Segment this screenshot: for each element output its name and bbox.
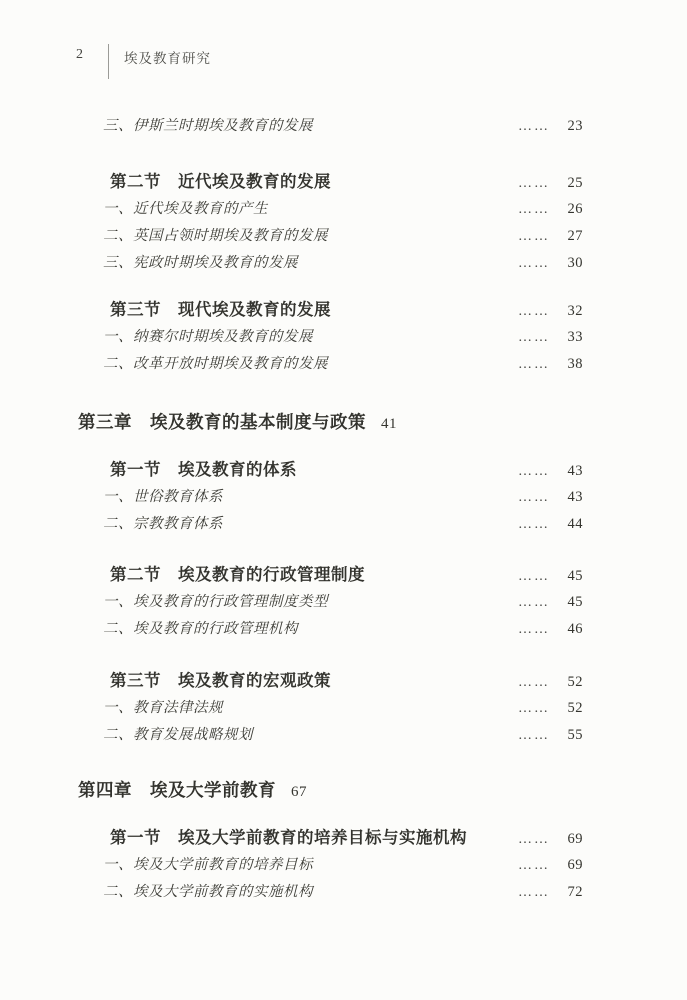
toc-group xyxy=(0,667,687,749)
toc-entry-label: 一、埃及大学前教育的培养目标 xyxy=(103,857,313,873)
toc-entry-label: 第三节 埃及教育的宏观政策 xyxy=(110,672,331,690)
toc-page-number: 26 xyxy=(567,201,583,217)
toc-entry xyxy=(0,589,687,616)
toc-page-number: 25 xyxy=(567,175,583,191)
toc-group xyxy=(0,561,687,643)
leader-dots: …… xyxy=(518,119,550,134)
toc-entry-label: 第三节 现代埃及教育的发展 xyxy=(110,301,331,319)
toc-page-number: 52 xyxy=(567,674,583,690)
toc-entry xyxy=(0,406,687,438)
toc-entry xyxy=(0,824,687,852)
leader-dots: …… xyxy=(518,330,550,345)
toc-entry xyxy=(0,695,687,722)
toc-page-number: 23 xyxy=(567,118,583,134)
toc-entry-label: 一、教育法律法规 xyxy=(103,700,223,716)
toc-page-number: 69 xyxy=(567,857,583,873)
toc-entry-label: 二、教育发展战略规划 xyxy=(103,727,253,743)
toc-entry xyxy=(0,774,687,806)
leader-dots: …… xyxy=(518,885,550,900)
toc-entry xyxy=(0,852,687,879)
toc-group xyxy=(0,168,687,277)
toc-entry xyxy=(0,324,687,351)
toc-entry-label: 一、纳赛尔时期埃及教育的发展 xyxy=(103,329,313,345)
toc-entry-label: 一、埃及教育的行政管理制度类型 xyxy=(103,594,328,610)
toc-page-number: 45 xyxy=(567,594,583,610)
toc-entry-label: 三、宪政时期埃及教育的发展 xyxy=(103,255,298,271)
toc-page-number: 69 xyxy=(567,831,583,847)
toc-entry-label: 第三章 埃及教育的基本制度与政策 xyxy=(78,412,366,432)
toc-page-number: 27 xyxy=(567,228,583,244)
toc-entry-label: 二、改革开放时期埃及教育的发展 xyxy=(103,356,328,372)
leader-dots: …… xyxy=(518,517,550,532)
leader-dots: …… xyxy=(518,229,550,244)
toc-page-number: 43 xyxy=(567,489,583,505)
toc-page-number: 46 xyxy=(567,621,583,637)
toc-entry xyxy=(0,484,687,511)
toc-entry xyxy=(0,113,687,140)
page-header xyxy=(0,44,687,82)
toc-group xyxy=(0,406,687,438)
toc-entry xyxy=(0,351,687,378)
leader-dots: …… xyxy=(518,357,550,372)
leader-dots: …… xyxy=(518,701,550,716)
toc-entry-label: 三、伊斯兰时期埃及教育的发展 xyxy=(103,118,313,134)
leader-dots: …… xyxy=(518,728,550,743)
toc-page-number: 41 xyxy=(381,416,397,432)
toc-list xyxy=(0,113,687,906)
leader-dots: …… xyxy=(518,858,550,873)
leader-dots: …… xyxy=(518,304,550,319)
toc-entry xyxy=(0,879,687,906)
toc-entry-label: 第一节 埃及大学前教育的培养目标与实施机构 xyxy=(110,829,467,847)
toc-entry xyxy=(0,667,687,695)
leader-dots: …… xyxy=(518,675,550,690)
toc-entry-label: 二、埃及教育的行政管理机构 xyxy=(103,621,298,637)
toc-page-number: 52 xyxy=(567,700,583,716)
toc-page-number: 32 xyxy=(567,303,583,319)
leader-dots: …… xyxy=(518,176,550,191)
header-book-title: 埃及教育研究 xyxy=(124,51,211,66)
toc-entry-label: 第四章 埃及大学前教育 xyxy=(78,780,276,800)
toc-entry-label: 第一节 埃及教育的体系 xyxy=(110,461,297,479)
toc-entry xyxy=(0,296,687,324)
toc-entry xyxy=(0,250,687,277)
toc-page-number: 67 xyxy=(291,784,307,800)
toc-group xyxy=(0,774,687,806)
toc-page-number: 38 xyxy=(567,356,583,372)
toc-entry xyxy=(0,196,687,223)
toc-page-number: 72 xyxy=(567,884,583,900)
toc-entry-label: 二、英国占领时期埃及教育的发展 xyxy=(103,228,328,244)
toc-page-number: 30 xyxy=(567,255,583,271)
toc-entry xyxy=(0,456,687,484)
toc-group xyxy=(0,113,687,140)
toc-group xyxy=(0,296,687,378)
toc-page-number: 55 xyxy=(567,727,583,743)
toc-entry xyxy=(0,722,687,749)
toc-entry xyxy=(0,511,687,538)
header-divider xyxy=(108,44,109,79)
toc-entry xyxy=(0,616,687,643)
toc-entry xyxy=(0,561,687,589)
toc-entry-label: 二、埃及大学前教育的实施机构 xyxy=(103,884,313,900)
toc-group xyxy=(0,824,687,906)
leader-dots: …… xyxy=(518,832,550,847)
leader-dots: …… xyxy=(518,595,550,610)
toc-entry xyxy=(0,168,687,196)
toc-entry-label: 一、近代埃及教育的产生 xyxy=(103,201,268,217)
toc-page-number: 33 xyxy=(567,329,583,345)
toc-entry-label: 第二节 近代埃及教育的发展 xyxy=(110,173,331,191)
leader-dots: …… xyxy=(518,256,550,271)
toc-entry xyxy=(0,223,687,250)
leader-dots: …… xyxy=(518,569,550,584)
leader-dots: …… xyxy=(518,202,550,217)
toc-page-number: 45 xyxy=(567,568,583,584)
leader-dots: …… xyxy=(518,464,550,479)
toc-entry-label: 第二节 埃及教育的行政管理制度 xyxy=(110,566,365,584)
toc-entry-label: 二、宗教教育体系 xyxy=(103,516,223,532)
header-page-number: 2 xyxy=(76,47,83,62)
toc-entry-label: 一、世俗教育体系 xyxy=(103,489,223,505)
leader-dots: …… xyxy=(518,490,550,505)
toc-page-number: 44 xyxy=(567,516,583,532)
leader-dots: …… xyxy=(518,622,550,637)
toc-group xyxy=(0,456,687,538)
toc-page-number: 43 xyxy=(567,463,583,479)
